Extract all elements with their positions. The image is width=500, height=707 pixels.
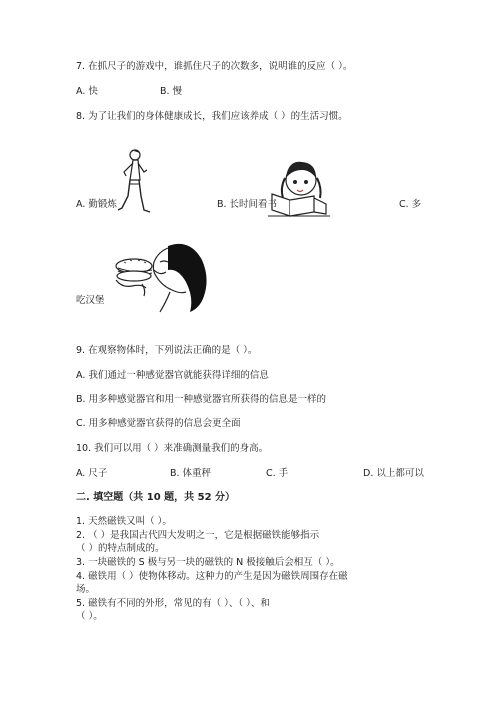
q10-option-a: A. 尺子 — [76, 468, 108, 479]
burger-eating-image — [112, 240, 208, 314]
girl-reading-image — [268, 158, 330, 218]
fill-line-4: 3. 一块磁铁的 S 极与另一块的磁铁的 N 极接触后会相互（ ）。 — [76, 557, 340, 568]
q8-stem: 8. 为了让我们的身体健康成长，我们应该养成（ ）的生活习惯。 — [76, 111, 348, 122]
q10-option-b: B. 体重秤 — [170, 468, 212, 479]
q10-option-d: D. 以上都可以 — [363, 468, 424, 479]
q9-option-c: C. 用多种感觉器官获得的信息会更全面 — [76, 418, 241, 429]
q8-option-b: B. 长时间看书 — [217, 199, 278, 210]
section2-title: 二. 填空题（共 10 题，共 52 分） — [76, 492, 236, 503]
q10-option-c: C. 手 — [266, 468, 289, 479]
q7-option-b: B. 慢 — [160, 86, 183, 97]
q9-option-a: A. 我们通过一种感觉器官就能获得详细的信息 — [76, 370, 269, 381]
fill-line-3: （ ）的特点制成的。 — [76, 543, 165, 554]
q7-stem: 7. 在抓尺子的游戏中，谁抓住尺子的次数多，说明谁的反应（ ）。 — [76, 61, 353, 72]
fill-line-2: 2. （ ）是我国古代四大发明之一，它是根据磁铁能够指示 — [76, 530, 320, 541]
q9-stem: 9. 在观察物体时，下列说法正确的是（ ）。 — [76, 345, 258, 356]
fill-line-6: 场。 — [76, 584, 96, 595]
q10-stem: 10. 我们可以用（ ）来准确测量我们的身高。 — [76, 443, 269, 454]
fill-line-5: 4. 磁铁用（ ）使物体移动。这种力的产生是因为磁铁周围存在磁 — [76, 571, 348, 582]
fill-line-1: 1. 天然磁铁又叫（ ）。 — [76, 516, 172, 527]
running-boy-image — [116, 148, 152, 220]
q8-option-a: A. 勤锻炼 — [76, 199, 117, 210]
q8-option-c: C. 多 — [399, 199, 422, 210]
q8-option-c-continued: 吃汉堡 — [76, 295, 105, 306]
q7-option-a: A. 快 — [76, 86, 98, 97]
fill-line-7: 5. 磁铁有不同的外形，常见的有（ ）、（ ）、和 — [76, 598, 270, 609]
fill-line-8: （ ）。 — [76, 611, 103, 622]
q9-option-b: B. 用多种感觉器官和用一种感觉器官所获得的信息是一样的 — [76, 394, 327, 405]
